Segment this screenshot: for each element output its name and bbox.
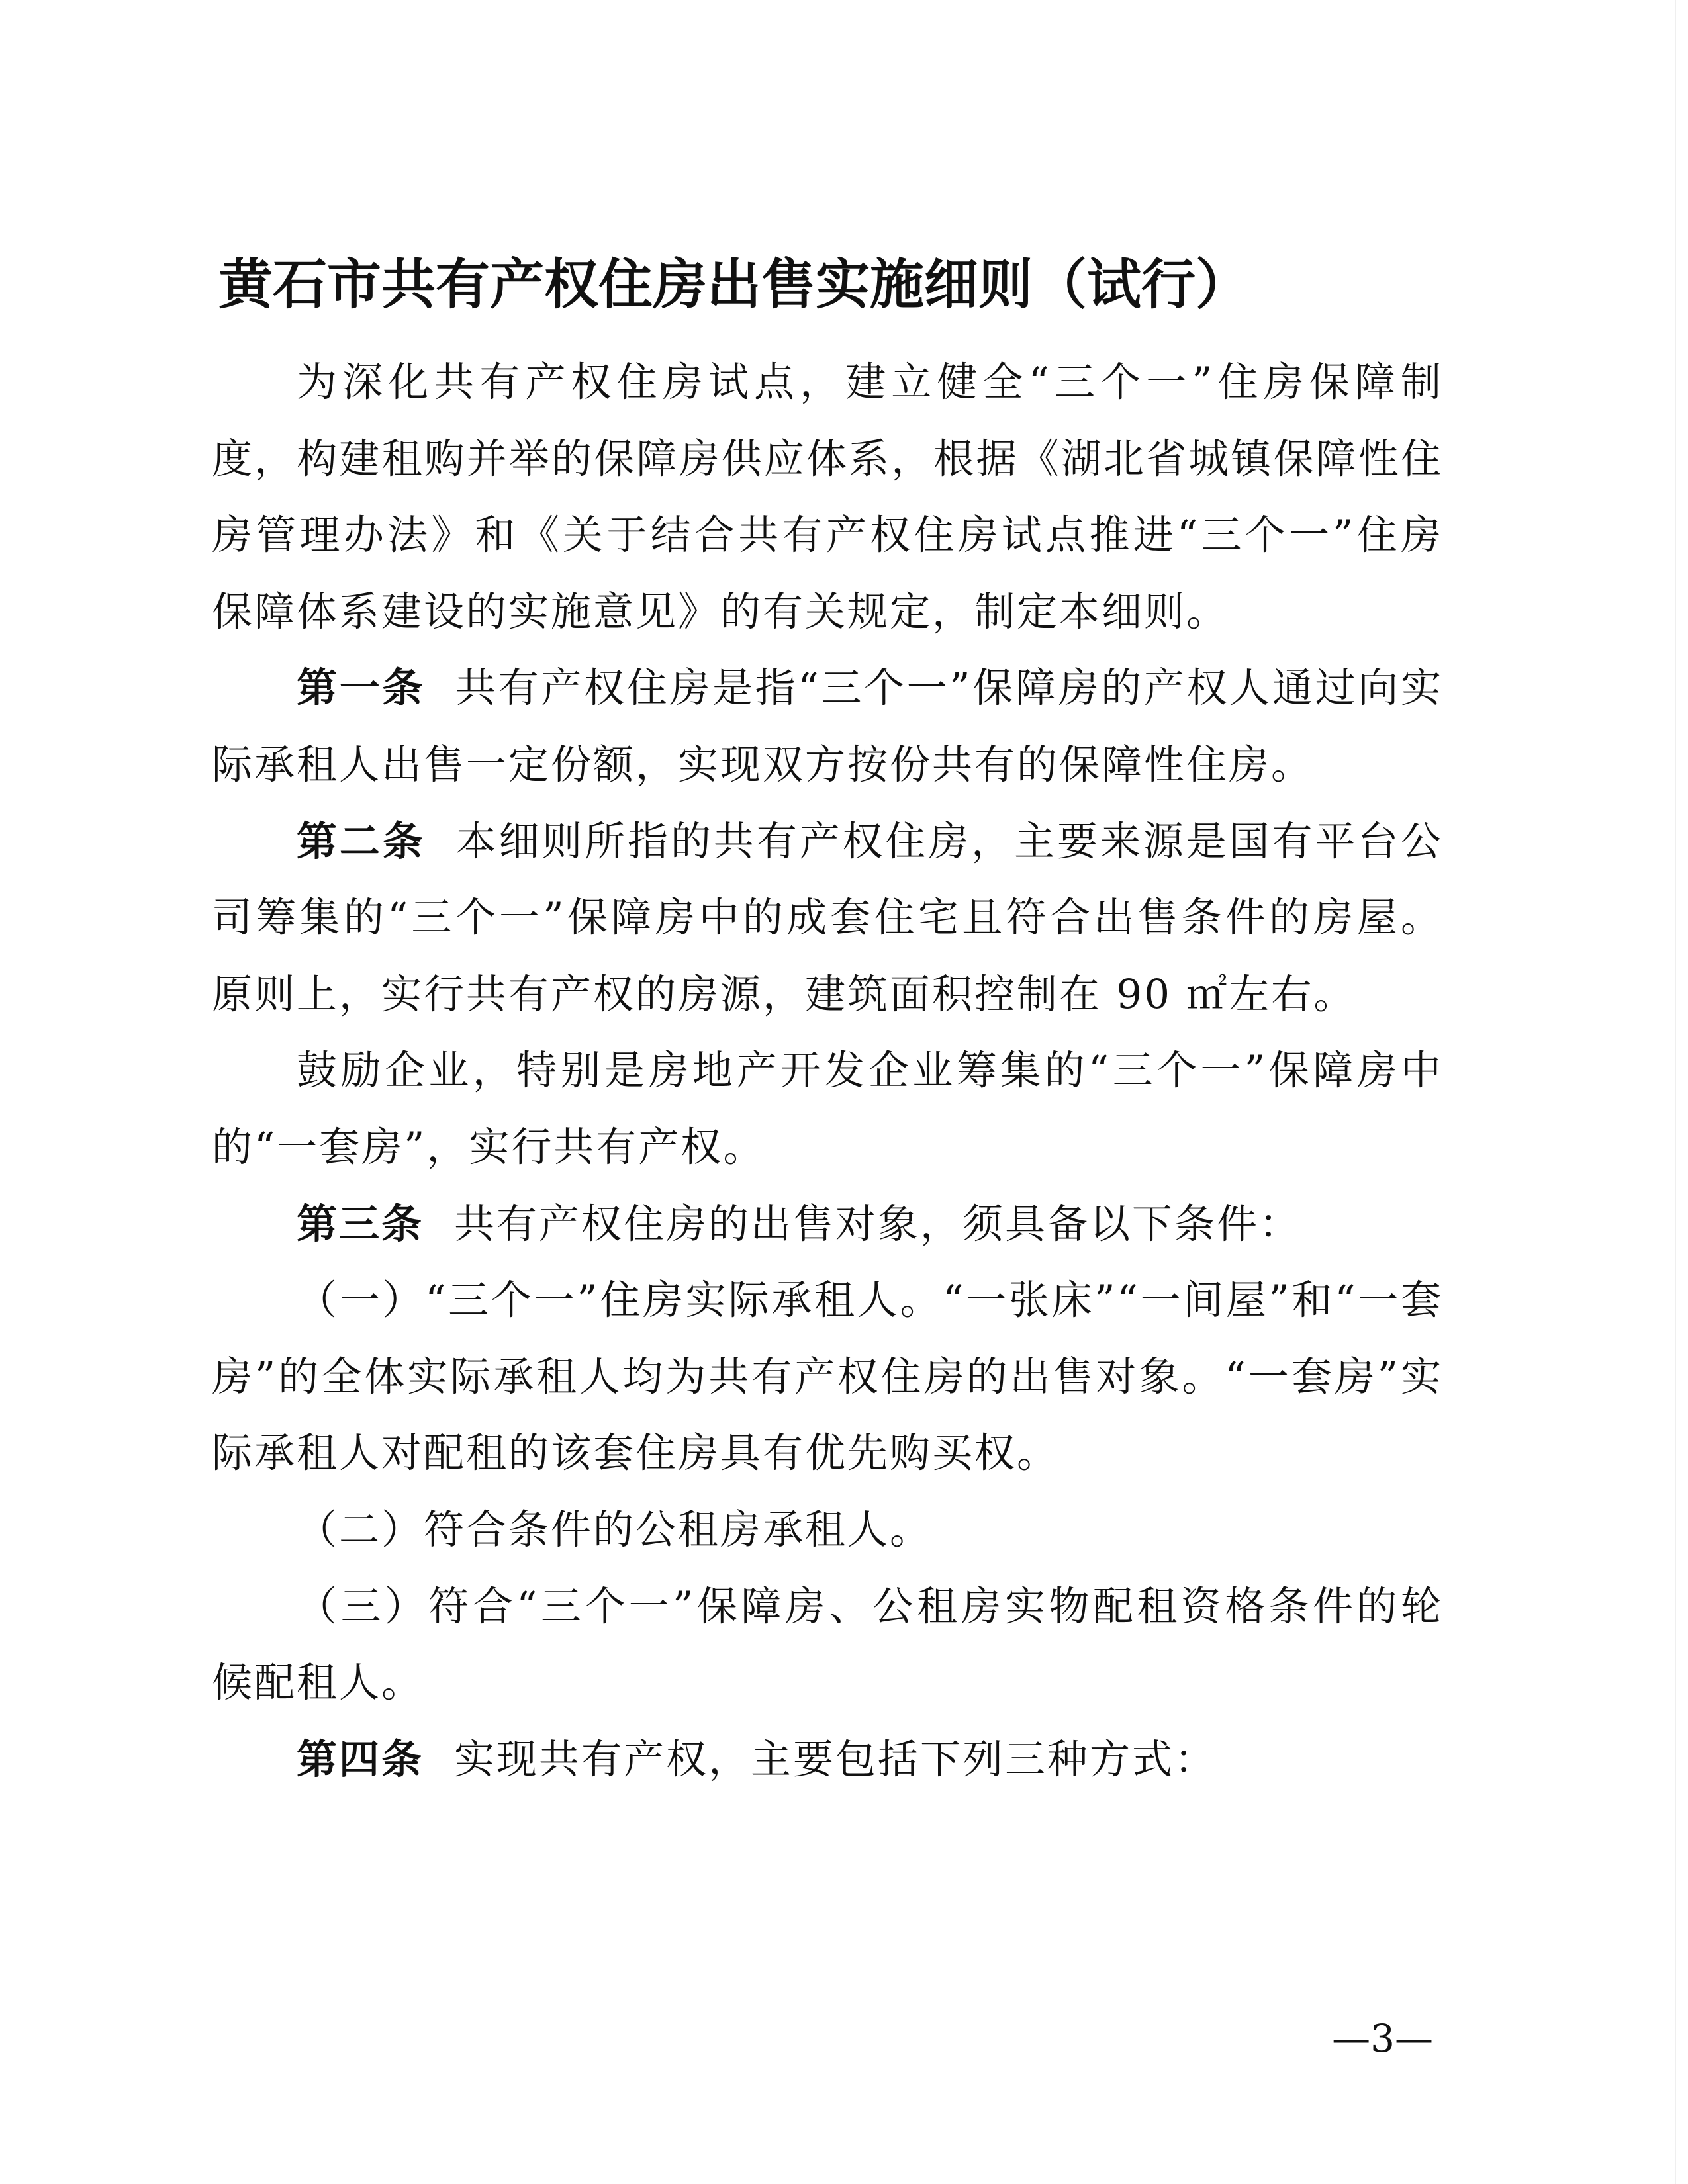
condition-two-paragraph (212, 1492, 1443, 1569)
condition-one-paragraph (212, 1262, 1443, 1492)
condition-one-text: （一）“三个一”住房实际承租人。“一张床”“一间屋”和“一套房”的全体实际承租人均为共有产权住房的出售对象。“一套房”实际承租人对配租的该套住房具有优先购买权。 (212, 1277, 1443, 1477)
article-two-paragraph (212, 803, 1443, 1033)
article-three-paragraph (212, 1186, 1443, 1263)
page-number: —3— (1332, 2016, 1433, 2061)
intro-paragraph (212, 344, 1443, 650)
condition-three-paragraph (212, 1569, 1443, 1721)
article-two-label: 第二条 (297, 817, 426, 865)
article-one-paragraph (212, 650, 1443, 803)
article-four-text: 实现共有产权，主要包括下列三种方式： (454, 1735, 1217, 1783)
enterprise-text: 鼓励企业，特别是房地产开发企业筹集的“三个一”保障房中的“一套房”，实行共有产权。 (212, 1047, 1443, 1171)
article-four-paragraph (212, 1721, 1443, 1798)
article-three-label: 第三条 (297, 1200, 424, 1248)
condition-two-text: （二）符合条件的公租房承租人。 (297, 1506, 933, 1553)
article-four-label: 第四条 (297, 1735, 424, 1783)
article-one-text: 共有产权住房是指“三个一”保障房的产权人通过向实际承租人出售一定份额，实现双方按份共有的保障性住房。 (212, 664, 1443, 788)
intro-text: 为深化共有产权住房试点，建立健全“三个一”住房保障制度，构建租购并举的保障房供应体系，根据《湖北省城镇保障性住房管理办法》和《关于结合共有产权住房试点推进“三个一”住房保障体系建设的实施意见》的有关规定，制定本细则。 (212, 359, 1443, 635)
article-two-text: 本细则所指的共有产权住房，主要来源是国有平台公司筹集的“三个一”保障房中的成套住宅且符合出售条件的房屋。原则上，实行共有产权的房源，建筑面积控制在 90 ㎡左右。 (212, 817, 1443, 1018)
article-one-label: 第一条 (297, 664, 426, 712)
document-body (212, 344, 1443, 1797)
scan-edge-line (1675, 0, 1676, 2184)
document-title: 黄石市共有产权住房出售实施细则（试行） (218, 252, 1250, 316)
condition-three-text: （三）符合“三个一”保障房、公租房实物配租资格条件的轮候配租人。 (212, 1582, 1443, 1707)
enterprise-paragraph (212, 1032, 1443, 1185)
article-three-text: 共有产权住房的出售对象，须具备以下条件： (454, 1200, 1302, 1248)
